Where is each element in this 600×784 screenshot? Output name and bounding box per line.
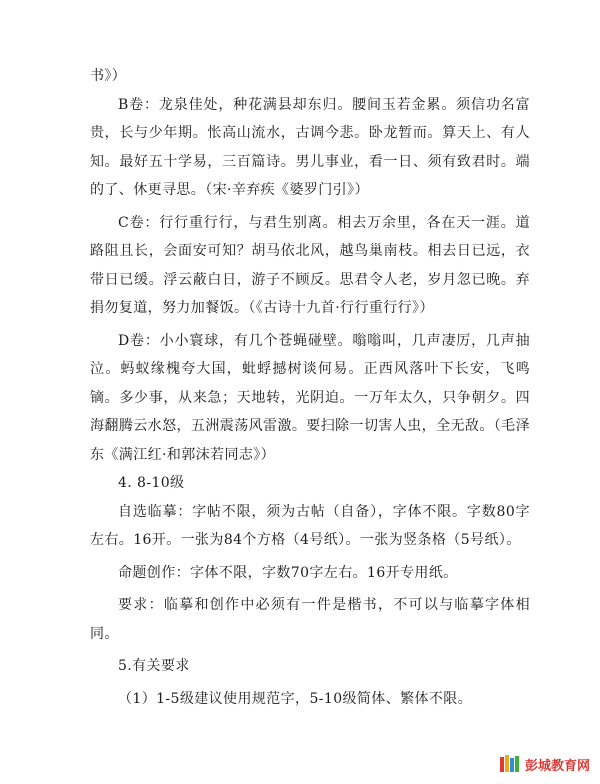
- paragraph-volume-b: B卷：龙泉佳处，种花满县却东归。腰间玉若金累。须信功名富贵，长与少年期。怅高山流水，古调今悲。卧龙暂而。算天上、有人知。最好五十学易，三百篇诗。男儿事业，看一日、须有致君时。端的了、休更寻思。（宋·辛弃疾《婆罗门引》）: [90, 96, 530, 198]
- paragraph-assigned-creation: 命题创作：字体不限，字数70字左右。16开专用纸。: [118, 564, 458, 581]
- paragraph-requirements: 要求：临摹和创作中必须有一件是楷书，不可以与临摹字体相同。: [90, 597, 530, 642]
- paragraph-requirement-1: （1）1-5级建议使用规范字，5-10级简体、繁体不限。: [118, 690, 473, 707]
- paragraph-volume-d: D卷：小小寰球，有几个苍蝇碰壁。嗡嗡叫，几声凄厉，几声抽泣。蚂蚁缘槐夸大国，蚍蜉撼树谈何易。正西风落叶下长安，飞鸣镝。多少事，从来急；天地转，光阴迫。一万年太久，只争朝夕。四海翻腾云水怒，五洲震荡风雷激。要扫除一切害人虫，全无敌。（毛泽东《满江红·和郭沫若同志》）: [90, 332, 530, 463]
- paragraph-volume-c: C卷：行行重行行，与君生别离。相去万余里，各在天一涯。道路阻且长，会面安可知？胡马依北风，越鸟巢南枝。相去日已远，衣带日已缓。浮云蔽白日，游子不顾反。思君令人老，岁月忽已晚。弃捐勿复道，努力加餐饭。（《古诗十九首·行行重行行》）: [90, 214, 530, 316]
- paragraph-self-selected-copy: 自选临摹：字帖不限，须为古帖（自备），字体不限。字数80字左右。16开。一张为84个方格（4号纸）。一张为竖条格（5号纸）。: [90, 503, 530, 548]
- paragraph-continuation: 书》）: [90, 68, 127, 84]
- section-heading-related-requirements: 5.有关要求: [118, 658, 190, 674]
- book-logo-icon: [499, 754, 521, 774]
- watermark-text: 彭城教育网: [524, 758, 590, 774]
- site-watermark: [499, 754, 590, 774]
- document-body: [90, 62, 530, 713]
- section-heading-level-8-10: 4. 8-10级: [118, 475, 185, 491]
